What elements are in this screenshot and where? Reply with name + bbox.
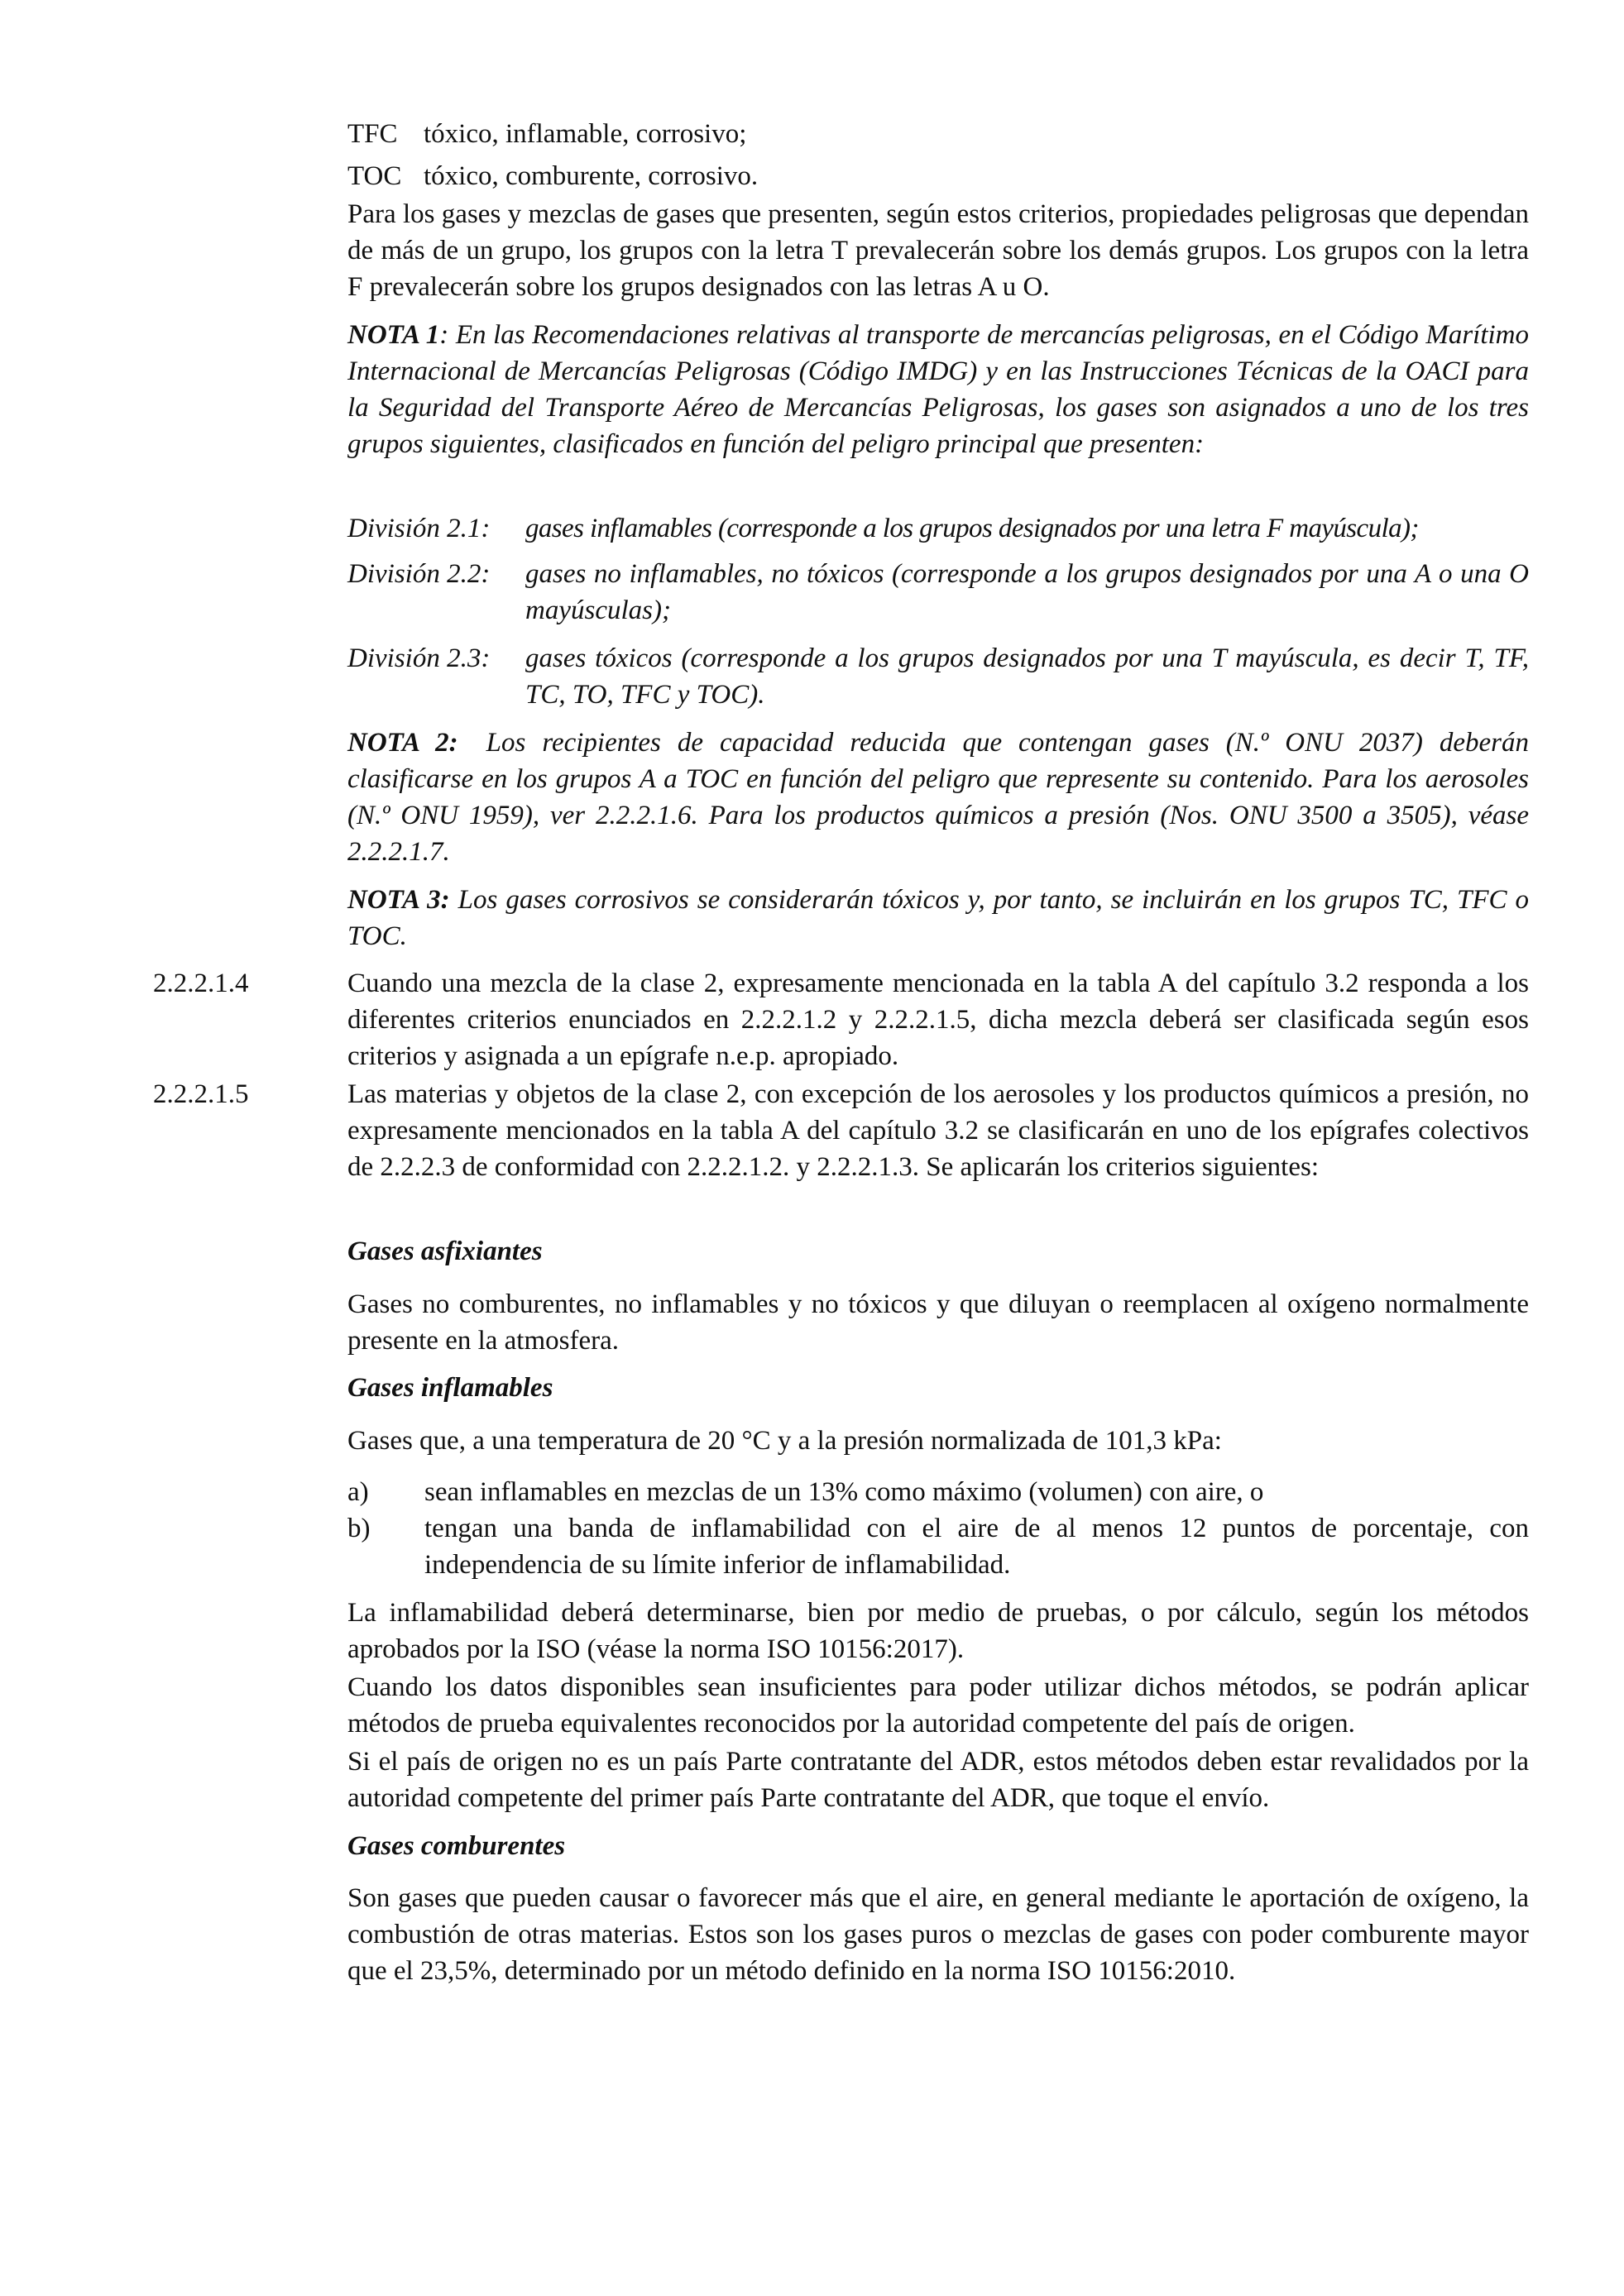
intro-paragraph: Para los gases y mezclas de gases que presenten, según estos criterios, propiedades peligrosas que dependan de más de un grupo, los grupos con la letra T prevalecerán sobre los demás grupos. Los grupos con la letra F prevalecerán sobre los grupos designados con las letras A u O. — [347, 199, 1529, 302]
division-2-2 — [347, 556, 1529, 629]
section-number: 2.2.2.1.5 — [153, 1079, 249, 1109]
division-2-3 — [347, 640, 1529, 713]
division-label: División 2.1: — [347, 514, 491, 543]
division-label: División 2.2: — [347, 559, 491, 589]
asfixiantes-text: Gases no comburentes, no inflamables y no tóxicos y que diluyan o reemplacen al oxígeno normalmente presente en la atmosfera. — [347, 1289, 1529, 1356]
code-description: tóxico, comburente, corrosivo. — [424, 161, 759, 191]
list-marker: b) — [347, 1514, 371, 1543]
comburentes-text: Son gases que pueden causar o favorecer más que el aire, en general mediante le aportación de oxígeno, la combustión de otras materias. Estos son los gases puros o mezclas de gases con poder comburente mayor que el 23,5%, determinado por un método definido en la norma ISO 10156:2010. — [347, 1883, 1529, 1986]
code-row-tfc — [347, 116, 1529, 152]
heading-gases-inflamables: Gases inflamables — [347, 1373, 553, 1403]
section-2-2-2-1-5-text: Las materias y objetos de la clase 2, con excepción de los aerosoles y los productos químicos a presión, no expresamente mencionados en la tabla A del capítulo 3.2 se clasificarán en uno de los epígrafes colectivos de 2.2.2.3 de conformidad con 2.2.2.1.2. y 2.2.2.1.3. Se aplicarán los criterios siguientes: — [347, 1079, 1529, 1182]
division-text: gases inflamables (corresponde a los grupos designados por una letra F mayúscula); — [525, 514, 1419, 543]
heading-gases-asfixiantes: Gases asfixiantes — [347, 1236, 543, 1266]
list-item-text: tengan una banda de inflamabilidad con el aire de al menos 12 puntos de porcentaje, con independencia de su límite inferior de inflamabilidad. — [424, 1514, 1529, 1580]
division-text: gases tóxicos (corresponde a los grupos designados por una T mayúscula, es decir T, TF, TC, TO, TFC y TOC). — [525, 643, 1529, 710]
section-2-2-2-1-4-text: Cuando una mezcla de la clase 2, expresamente mencionada en la tabla A del capítulo 3.2 responda a los diferentes criterios enunciados en 2.2.2.1.2 y 2.2.2.1.5, dicha mezcla deberá ser clasificada según esos criterios y asignada a un epígrafe n.e.p. apropiado. — [347, 969, 1529, 1071]
section-number: 2.2.2.1.4 — [153, 969, 249, 998]
code-row-toc — [347, 158, 1529, 194]
nota-3-label: NOTA 3: — [347, 885, 450, 915]
nota-2-label: NOTA 2: — [347, 728, 458, 758]
inflamables-intro: Gases que, a una temperatura de 20 °C y a la presión normalizada de 101,3 kPa: — [347, 1426, 1222, 1456]
nota-2-text: Los recipientes de capacidad reducida que contengan gases (N.º ONU 2037) deberán clasificarse en los grupos A a TOC en función del peligro que represente su contenido. Para los aerosoles (N.º ONU 1959), ver 2.2.2.1.6. Para los productos químicos a presión (Nos. ONU 3500 a 3505), véase 2.2.2.1.7. — [347, 728, 1529, 867]
nota-1-label: NOTA 1 — [347, 320, 440, 350]
heading-gases-comburentes: Gases comburentes — [347, 1831, 566, 1861]
nota-3 — [347, 882, 1529, 954]
code-label: TFC — [347, 119, 398, 149]
list-item-b — [347, 1510, 1529, 1583]
division-2-1 — [347, 510, 1529, 547]
inflamables-paragraph-3: Si el país de origen no es un país Parte contratante del ADR, estos métodos deben estar revalidados por la autoridad competente del primer país Parte contratante del ADR, que toque el envío. — [347, 1747, 1529, 1813]
list-item-text: sean inflamables en mezclas de un 13% como máximo (volumen) con aire, o — [424, 1477, 1264, 1507]
nota-3-text: Los gases corrosivos se considerarán tóxicos y, por tanto, se incluirán en los grupos TC, TFC o TOC. — [347, 885, 1529, 951]
list-marker: a) — [347, 1477, 369, 1507]
inflamables-paragraph-1: La inflamabilidad deberá determinarse, bien por medio de pruebas, o por cálculo, según los métodos aprobados por la ISO (véase la norma ISO 10156:2017). — [347, 1598, 1529, 1664]
code-description: tóxico, inflamable, corrosivo; — [424, 119, 747, 149]
division-label: División 2.3: — [347, 643, 491, 673]
nota-1-text: : En las Recomendaciones relativas al transporte de mercancías peligrosas, en el Código Marítimo Internacional de Mercancías Peligrosas (Código IMDG) y en las Instrucciones Técnicas de la OACI para la Seguridad del Transporte Aéreo de Mercancías Peligrosas, los gases son asignados a uno de los tres grupos siguientes, clasificados en función del peligro principal que presenten: — [347, 320, 1529, 459]
division-text: gases no inflamables, no tóxicos (corresponde a los grupos designados por una A o una O mayúsculas); — [525, 559, 1529, 625]
inflamables-paragraph-2: Cuando los datos disponibles sean insuficientes para poder utilizar dichos métodos, se podrán aplicar métodos de prueba equivalentes reconocidos por la autoridad competente del país de origen. — [347, 1672, 1529, 1739]
list-item-a — [347, 1474, 1529, 1510]
code-label: TOC — [347, 161, 402, 191]
nota-2 — [347, 725, 1529, 870]
nota-1 — [347, 317, 1529, 462]
